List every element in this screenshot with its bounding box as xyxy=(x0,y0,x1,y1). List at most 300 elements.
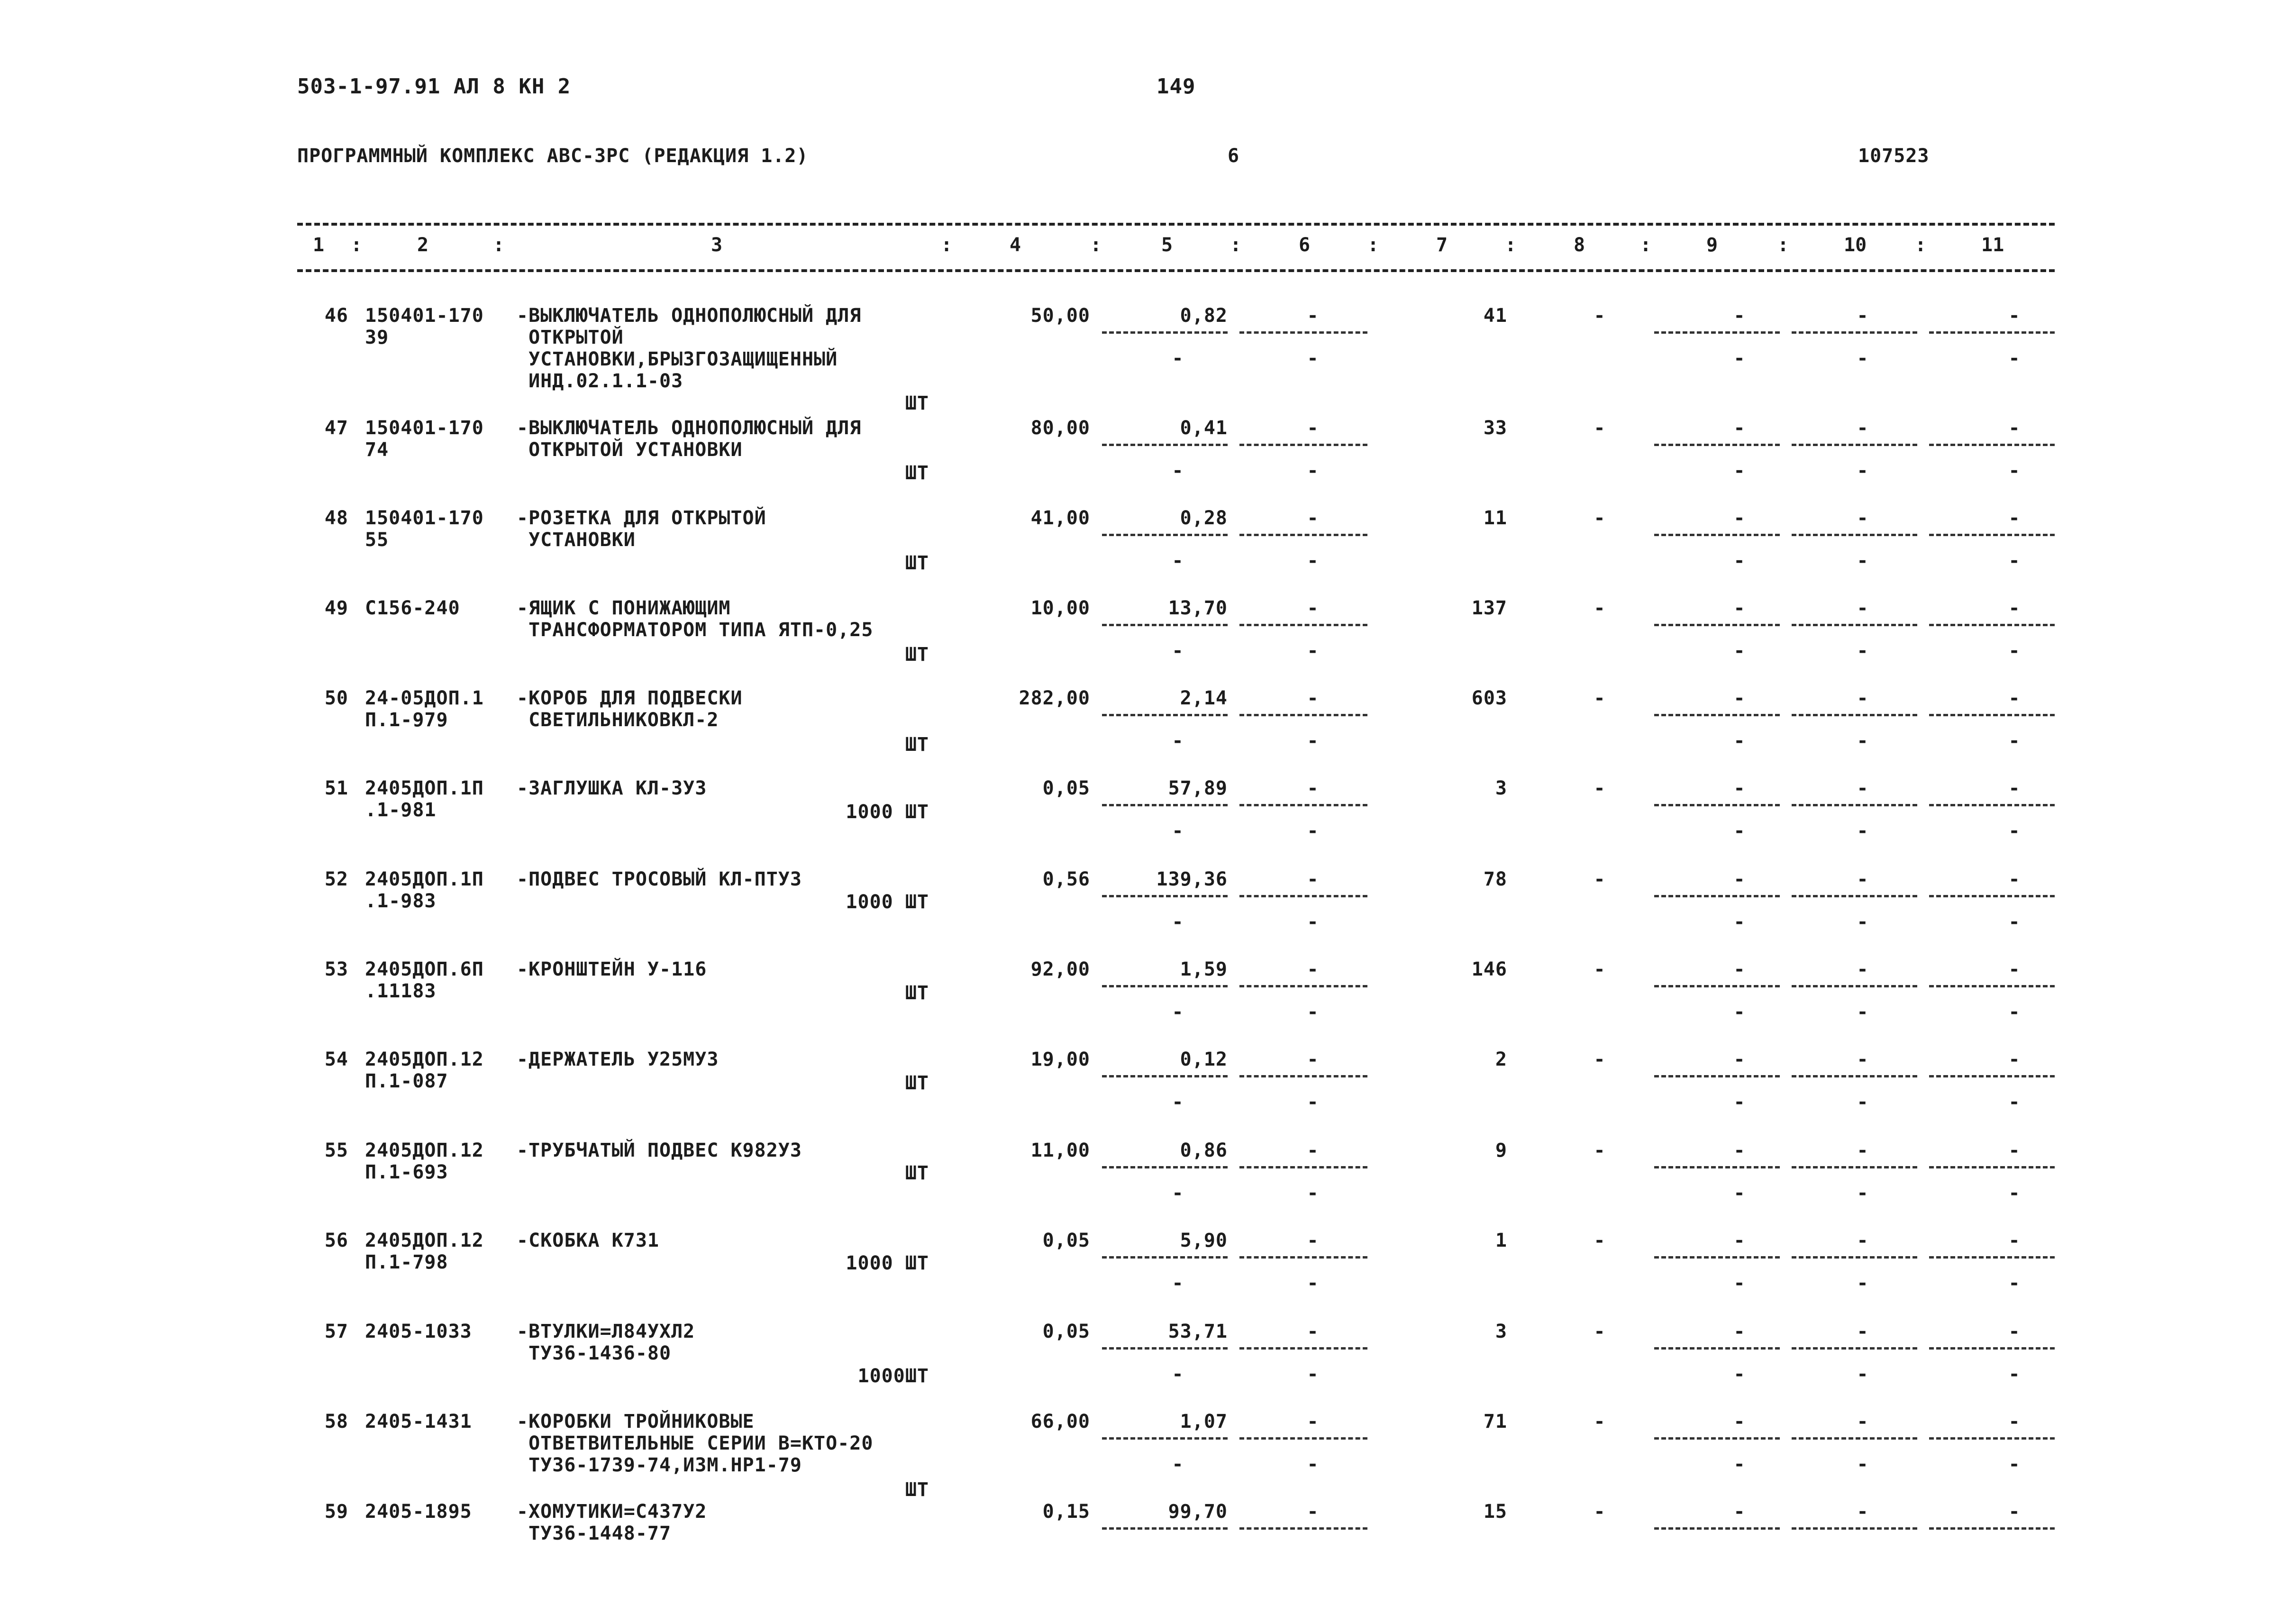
row-col10-lower-dash: - xyxy=(1857,1272,1869,1294)
row-col8-dash: - xyxy=(1594,1230,1606,1251)
row-col9-lower-dash: - xyxy=(1733,1363,1746,1385)
row-col6-dash: - xyxy=(1307,507,1319,529)
row-col11-lower-dash: - xyxy=(2008,911,2021,933)
column-separator: : xyxy=(1367,234,1379,256)
row-col11-dash: - xyxy=(2008,1321,2021,1342)
row-col9-dash: - xyxy=(1733,1140,1746,1161)
row-quantity: 10,00 xyxy=(1030,597,1090,619)
row-col5-lower-dash: - xyxy=(1172,1272,1184,1294)
row-quantity: 66,00 xyxy=(1030,1411,1090,1432)
cell-divider-line xyxy=(1792,985,1917,987)
row-total: 137 xyxy=(1471,597,1507,619)
row-code: 2405ДОП.1П xyxy=(365,777,484,799)
cell-divider-line xyxy=(1792,1075,1917,1077)
row-quantity: 80,00 xyxy=(1030,417,1090,439)
cell-divider-line xyxy=(1239,714,1367,716)
row-col9-dash: - xyxy=(1733,1321,1746,1342)
row-description: -ВТУЛКИ=Л84УХЛ2 ТУ36-1436-80 xyxy=(517,1321,695,1364)
row-unit-price: 139,36 xyxy=(1156,868,1228,890)
row-col10-lower-dash: - xyxy=(1857,1363,1869,1385)
column-header-5: 5 xyxy=(1161,234,1173,256)
row-total: 11 xyxy=(1483,507,1507,529)
cell-divider-line xyxy=(1239,1347,1367,1350)
column-header-7: 7 xyxy=(1436,234,1448,256)
row-quantity: 0,05 xyxy=(1042,777,1090,799)
row-col5-lower-dash: - xyxy=(1172,1091,1184,1113)
row-col8-dash: - xyxy=(1594,507,1606,529)
row-col6-lower-dash: - xyxy=(1307,1272,1319,1294)
row-unit: ШТ xyxy=(905,1479,929,1501)
row-col9-dash: - xyxy=(1733,958,1746,980)
cell-divider-line xyxy=(1654,1437,1780,1440)
row-col6-dash: - xyxy=(1307,1321,1319,1342)
row-unit-price: 0,28 xyxy=(1180,507,1228,529)
row-unit: ШТ xyxy=(905,392,929,414)
row-col9-lower-dash: - xyxy=(1733,1001,1746,1023)
row-total: 3 xyxy=(1495,777,1507,799)
row-code-continuation: П.1-087 xyxy=(365,1070,448,1092)
column-header-11: 11 xyxy=(1981,234,2004,256)
row-code: 150401-170 xyxy=(365,507,484,529)
cell-divider-line xyxy=(1792,444,1917,446)
row-col6-dash: - xyxy=(1307,777,1319,799)
cell-divider-line xyxy=(1654,1347,1780,1350)
row-description: -КОРОБ ДЛЯ ПОДВЕСКИ СВЕТИЛЬНИКОВКЛ-2 xyxy=(517,687,743,731)
row-col6-lower-dash: - xyxy=(1307,1001,1319,1023)
row-number: 54 xyxy=(324,1049,348,1070)
row-col6-lower-dash: - xyxy=(1307,1453,1319,1475)
row-unit: 1000ШТ xyxy=(857,1365,929,1387)
row-col6-dash: - xyxy=(1307,1501,1319,1523)
row-code: 24-05ДОП.1 xyxy=(365,687,484,709)
row-unit-price: 1,59 xyxy=(1180,958,1228,980)
row-col9-lower-dash: - xyxy=(1733,820,1746,842)
row-col5-lower-dash: - xyxy=(1172,640,1184,662)
cell-divider-line xyxy=(1102,1527,1228,1530)
table-header-rule xyxy=(297,269,2055,272)
row-unit: ШТ xyxy=(905,1162,929,1184)
cell-divider-line xyxy=(1654,1166,1780,1168)
cell-divider-line xyxy=(1792,1347,1917,1350)
row-col10-lower-dash: - xyxy=(1857,1091,1869,1113)
row-col10-lower-dash: - xyxy=(1857,640,1869,662)
row-col9-dash: - xyxy=(1733,1501,1746,1523)
row-col9-lower-dash: - xyxy=(1733,640,1746,662)
cell-divider-line xyxy=(1929,1166,2055,1168)
row-col6-lower-dash: - xyxy=(1307,730,1319,752)
row-code-continuation: 39 xyxy=(365,327,389,348)
row-col9-lower-dash: - xyxy=(1733,1272,1746,1294)
row-col10-lower-dash: - xyxy=(1857,550,1869,572)
row-col11-dash: - xyxy=(2008,958,2021,980)
row-code-continuation: .1-981 xyxy=(365,799,437,821)
cell-divider-line xyxy=(1929,624,2055,626)
row-code-continuation: П.1-798 xyxy=(365,1251,448,1273)
row-col11-lower-dash: - xyxy=(2008,347,2021,369)
row-number: 47 xyxy=(324,417,348,439)
row-number: 50 xyxy=(324,687,348,709)
row-description: -ЗАГЛУШКА КЛ-3У3 xyxy=(517,777,707,799)
column-separator: : xyxy=(351,234,363,256)
cell-divider-line xyxy=(1792,1527,1917,1530)
row-col8-dash: - xyxy=(1594,1049,1606,1070)
cell-divider-line xyxy=(1654,624,1780,626)
row-col10-dash: - xyxy=(1857,958,1869,980)
row-col6-dash: - xyxy=(1307,958,1319,980)
cell-divider-line xyxy=(1654,985,1780,987)
row-col6-dash: - xyxy=(1307,1411,1319,1432)
cell-divider-line xyxy=(1239,1166,1367,1168)
column-header-4: 4 xyxy=(1010,234,1021,256)
row-unit-price: 0,82 xyxy=(1180,305,1228,327)
cell-divider-line xyxy=(1654,804,1780,806)
row-col11-lower-dash: - xyxy=(2008,1001,2021,1023)
cell-divider-line xyxy=(1792,331,1917,334)
row-unit: ШТ xyxy=(905,982,929,1004)
row-unit: ШТ xyxy=(905,552,929,574)
row-unit-price: 1,07 xyxy=(1180,1411,1228,1432)
row-description: -ВЫКЛЮЧАТЕЛЬ ОДНОПОЛЮСНЫЙ ДЛЯ ОТКРЫТОЙ УСТАНОВКИ,БРЫЗГОЗАЩИЩЕННЫЙ ИНД.02.1.1-03 xyxy=(517,305,862,392)
cell-divider-line xyxy=(1654,1256,1780,1259)
row-col9-dash: - xyxy=(1733,1230,1746,1251)
row-unit-price: 5,90 xyxy=(1180,1230,1228,1251)
row-col9-dash: - xyxy=(1733,777,1746,799)
row-col9-lower-dash: - xyxy=(1733,911,1746,933)
row-col9-dash: - xyxy=(1733,687,1746,709)
row-col8-dash: - xyxy=(1594,1321,1606,1342)
cell-divider-line xyxy=(1654,714,1780,716)
row-col6-dash: - xyxy=(1307,597,1319,619)
row-col10-lower-dash: - xyxy=(1857,1182,1869,1204)
row-col5-lower-dash: - xyxy=(1172,1182,1184,1204)
row-unit: 1000 ШТ xyxy=(846,891,929,913)
row-unit: ШТ xyxy=(905,462,929,484)
column-separator: : xyxy=(941,234,953,256)
row-unit-price: 13,70 xyxy=(1168,597,1228,619)
document-code: 503-1-97.91 АЛ 8 КН 2 xyxy=(297,74,571,99)
row-col9-dash: - xyxy=(1733,1049,1746,1070)
column-header-6: 6 xyxy=(1299,234,1311,256)
cell-divider-line xyxy=(1929,1527,2055,1530)
row-code: 150401-170 xyxy=(365,305,484,327)
row-col10-lower-dash: - xyxy=(1857,347,1869,369)
cell-divider-line xyxy=(1102,1437,1228,1440)
row-col11-dash: - xyxy=(2008,1501,2021,1523)
cell-divider-line xyxy=(1792,714,1917,716)
row-code-continuation: 55 xyxy=(365,529,389,551)
cell-divider-line xyxy=(1792,624,1917,626)
row-col6-dash: - xyxy=(1307,687,1319,709)
row-unit: 1000 ШТ xyxy=(846,1252,929,1274)
row-col10-lower-dash: - xyxy=(1857,730,1869,752)
row-col9-lower-dash: - xyxy=(1733,1091,1746,1113)
row-quantity: 282,00 xyxy=(1019,687,1090,709)
row-col6-dash: - xyxy=(1307,1140,1319,1161)
row-col11-lower-dash: - xyxy=(2008,730,2021,752)
row-col10-dash: - xyxy=(1857,305,1869,327)
cell-divider-line xyxy=(1239,985,1367,987)
row-unit: 1000 ШТ xyxy=(846,801,929,823)
row-col6-dash: - xyxy=(1307,417,1319,439)
row-code-continuation: .1-983 xyxy=(365,890,437,912)
row-col8-dash: - xyxy=(1594,417,1606,439)
cell-divider-line xyxy=(1929,895,2055,897)
row-col5-lower-dash: - xyxy=(1172,1001,1184,1023)
cell-divider-line xyxy=(1792,1256,1917,1259)
cell-divider-line xyxy=(1239,1437,1367,1440)
row-number: 57 xyxy=(324,1321,348,1342)
row-col11-dash: - xyxy=(2008,305,2021,327)
row-col11-lower-dash: - xyxy=(2008,1453,2021,1475)
row-col10-dash: - xyxy=(1857,1321,1869,1342)
row-code: 150401-170 xyxy=(365,417,484,439)
row-col6-dash: - xyxy=(1307,1230,1319,1251)
table-top-rule xyxy=(297,223,2055,226)
row-quantity: 0,05 xyxy=(1042,1230,1090,1251)
row-unit-price: 0,12 xyxy=(1180,1049,1228,1070)
row-col11-lower-dash: - xyxy=(2008,1363,2021,1385)
cell-divider-line xyxy=(1239,895,1367,897)
row-description: -СКОБКА К731 xyxy=(517,1230,659,1251)
row-code-continuation: П.1-979 xyxy=(365,709,448,731)
row-total: 1 xyxy=(1495,1230,1507,1251)
row-code: 2405-1895 xyxy=(365,1501,472,1523)
row-code-continuation: .11183 xyxy=(365,980,437,1002)
row-col6-lower-dash: - xyxy=(1307,911,1319,933)
cell-divider-line xyxy=(1654,1527,1780,1530)
row-quantity: 19,00 xyxy=(1030,1049,1090,1070)
row-number: 56 xyxy=(324,1230,348,1251)
cell-divider-line xyxy=(1792,1437,1917,1440)
cell-divider-line xyxy=(1654,444,1780,446)
row-col5-lower-dash: - xyxy=(1172,347,1184,369)
row-total: 33 xyxy=(1483,417,1507,439)
column-separator: : xyxy=(493,234,505,256)
row-unit-price: 2,14 xyxy=(1180,687,1228,709)
row-col6-lower-dash: - xyxy=(1307,640,1319,662)
section-number: 6 xyxy=(1228,145,1240,167)
row-total: 2 xyxy=(1495,1049,1507,1070)
row-unit: ШТ xyxy=(905,1072,929,1094)
row-col9-dash: - xyxy=(1733,597,1746,619)
row-col5-lower-dash: - xyxy=(1172,820,1184,842)
row-unit: ШТ xyxy=(905,734,929,756)
row-col11-lower-dash: - xyxy=(2008,640,2021,662)
row-quantity: 41,00 xyxy=(1030,507,1090,529)
row-total: 603 xyxy=(1471,687,1507,709)
row-unit-price: 0,86 xyxy=(1180,1140,1228,1161)
column-header-9: 9 xyxy=(1706,234,1718,256)
row-col10-lower-dash: - xyxy=(1857,460,1869,482)
row-col9-dash: - xyxy=(1733,1411,1746,1432)
row-description: -КРОНШТЕЙН У-116 xyxy=(517,958,707,980)
cell-divider-line xyxy=(1654,895,1780,897)
row-description: -ХОМУТИКИ=С437У2 ТУ36-1448-77 xyxy=(517,1501,707,1544)
row-col10-dash: - xyxy=(1857,1049,1869,1070)
row-number: 58 xyxy=(324,1411,348,1432)
cell-divider-line xyxy=(1929,331,2055,334)
row-col11-lower-dash: - xyxy=(2008,820,2021,842)
cell-divider-line xyxy=(1654,1075,1780,1077)
row-number: 51 xyxy=(324,777,348,799)
cell-divider-line xyxy=(1102,1166,1228,1168)
row-col9-lower-dash: - xyxy=(1733,1453,1746,1475)
cell-divider-line xyxy=(1102,1347,1228,1350)
row-col6-lower-dash: - xyxy=(1307,550,1319,572)
row-col8-dash: - xyxy=(1594,958,1606,980)
row-col6-lower-dash: - xyxy=(1307,1363,1319,1385)
row-description: -ТРУБЧАТЫЙ ПОДВЕС К982У3 xyxy=(517,1140,802,1161)
row-col10-dash: - xyxy=(1857,597,1869,619)
row-col9-lower-dash: - xyxy=(1733,550,1746,572)
row-code: 2405-1033 xyxy=(365,1321,472,1342)
row-unit-price: 57,89 xyxy=(1168,777,1228,799)
row-code: 2405ДОП.1П xyxy=(365,868,484,890)
row-total: 9 xyxy=(1495,1140,1507,1161)
column-header-3: 3 xyxy=(711,234,723,256)
row-col9-dash: - xyxy=(1733,507,1746,529)
row-quantity: 0,15 xyxy=(1042,1501,1090,1523)
cell-divider-line xyxy=(1239,1075,1367,1077)
row-col5-lower-dash: - xyxy=(1172,1363,1184,1385)
row-col10-dash: - xyxy=(1857,1411,1869,1432)
row-col10-dash: - xyxy=(1857,868,1869,890)
column-separator: : xyxy=(1090,234,1102,256)
row-col9-lower-dash: - xyxy=(1733,730,1746,752)
row-description: -ДЕРЖАТЕЛЬ У25МУ3 xyxy=(517,1049,719,1070)
cell-divider-line xyxy=(1929,1347,2055,1350)
column-separator: : xyxy=(1505,234,1517,256)
row-col10-dash: - xyxy=(1857,1140,1869,1161)
row-col11-dash: - xyxy=(2008,687,2021,709)
row-col8-dash: - xyxy=(1594,777,1606,799)
cell-divider-line xyxy=(1239,804,1367,806)
row-unit-price: 99,70 xyxy=(1168,1501,1228,1523)
row-col8-dash: - xyxy=(1594,1140,1606,1161)
cell-divider-line xyxy=(1929,985,2055,987)
program-title: ПРОГРАММНЫЙ КОМПЛЕКС АВС-3РС (РЕДАКЦИЯ 1.2) xyxy=(297,145,809,167)
column-separator: : xyxy=(1777,234,1789,256)
row-col6-lower-dash: - xyxy=(1307,820,1319,842)
row-col10-lower-dash: - xyxy=(1857,820,1869,842)
row-description: -РОЗЕТКА ДЛЯ ОТКРЫТОЙ УСТАНОВКИ xyxy=(517,507,766,551)
row-col9-dash: - xyxy=(1733,305,1746,327)
row-quantity: 0,56 xyxy=(1042,868,1090,890)
row-unit: ШТ xyxy=(905,644,929,666)
cell-divider-line xyxy=(1239,1256,1367,1259)
row-total: 146 xyxy=(1471,958,1507,980)
column-separator: : xyxy=(1230,234,1242,256)
row-quantity: 0,05 xyxy=(1042,1321,1090,1342)
cell-divider-line xyxy=(1929,804,2055,806)
document-number: 107523 xyxy=(1858,145,1930,167)
row-col6-lower-dash: - xyxy=(1307,1182,1319,1204)
row-col9-lower-dash: - xyxy=(1733,460,1746,482)
row-col6-lower-dash: - xyxy=(1307,460,1319,482)
cell-divider-line xyxy=(1929,1075,2055,1077)
row-col5-lower-dash: - xyxy=(1172,1453,1184,1475)
row-col5-lower-dash: - xyxy=(1172,730,1184,752)
row-col8-dash: - xyxy=(1594,305,1606,327)
row-col8-dash: - xyxy=(1594,597,1606,619)
cell-divider-line xyxy=(1102,1256,1228,1259)
cell-divider-line xyxy=(1929,714,2055,716)
cell-divider-line xyxy=(1239,331,1367,334)
row-col6-dash: - xyxy=(1307,305,1319,327)
row-code: 2405ДОП.12 xyxy=(365,1230,484,1251)
row-col10-dash: - xyxy=(1857,777,1869,799)
column-separator: : xyxy=(1640,234,1652,256)
cell-divider-line xyxy=(1102,985,1228,987)
row-col11-lower-dash: - xyxy=(2008,1272,2021,1294)
row-quantity: 50,00 xyxy=(1030,305,1090,327)
row-col10-dash: - xyxy=(1857,687,1869,709)
row-code: 2405ДОП.6П xyxy=(365,958,484,980)
row-col11-dash: - xyxy=(2008,868,2021,890)
row-col11-lower-dash: - xyxy=(2008,460,2021,482)
row-col10-lower-dash: - xyxy=(1857,911,1869,933)
row-col11-dash: - xyxy=(2008,1140,2021,1161)
row-description: -ПОДВЕС ТРОСОВЫЙ КЛ-ПТУ3 xyxy=(517,868,802,890)
row-col10-dash: - xyxy=(1857,507,1869,529)
cell-divider-line xyxy=(1102,444,1228,446)
row-number: 49 xyxy=(324,597,348,619)
cell-divider-line xyxy=(1102,624,1228,626)
row-description: -ВЫКЛЮЧАТЕЛЬ ОДНОПОЛЮСНЫЙ ДЛЯ ОТКРЫТОЙ УСТАНОВКИ xyxy=(517,417,862,461)
cell-divider-line xyxy=(1929,1437,2055,1440)
page-number: 149 xyxy=(1157,74,1196,99)
row-col9-dash: - xyxy=(1733,868,1746,890)
row-description: -ЯЩИК С ПОНИЖАЮЩИМ ТРАНСФОРМАТОРОМ ТИПА ЯТП-0,25 xyxy=(517,597,874,641)
row-col6-dash: - xyxy=(1307,868,1319,890)
row-col6-lower-dash: - xyxy=(1307,1091,1319,1113)
row-number: 53 xyxy=(324,958,348,980)
cell-divider-line xyxy=(1102,1075,1228,1077)
cell-divider-line xyxy=(1929,534,2055,536)
row-code: 2405-1431 xyxy=(365,1411,472,1432)
cell-divider-line xyxy=(1102,714,1228,716)
row-col6-lower-dash: - xyxy=(1307,347,1319,369)
row-total: 71 xyxy=(1483,1411,1507,1432)
cell-divider-line xyxy=(1929,444,2055,446)
cell-divider-line xyxy=(1792,1166,1917,1168)
row-number: 52 xyxy=(324,868,348,890)
cell-divider-line xyxy=(1239,534,1367,536)
row-unit-price: 53,71 xyxy=(1168,1321,1228,1342)
row-code: С156-240 xyxy=(365,597,460,619)
row-col5-lower-dash: - xyxy=(1172,460,1184,482)
row-quantity: 11,00 xyxy=(1030,1140,1090,1161)
row-col11-dash: - xyxy=(2008,597,2021,619)
row-number: 59 xyxy=(324,1501,348,1523)
row-total: 78 xyxy=(1483,868,1507,890)
row-col9-dash: - xyxy=(1733,417,1746,439)
row-col11-lower-dash: - xyxy=(2008,1182,2021,1204)
row-col11-lower-dash: - xyxy=(2008,1091,2021,1113)
row-total: 3 xyxy=(1495,1321,1507,1342)
row-col6-dash: - xyxy=(1307,1049,1319,1070)
row-col11-dash: - xyxy=(2008,1411,2021,1432)
row-col9-lower-dash: - xyxy=(1733,347,1746,369)
row-col9-lower-dash: - xyxy=(1733,1182,1746,1204)
cell-divider-line xyxy=(1102,534,1228,536)
row-number: 46 xyxy=(324,305,348,327)
cell-divider-line xyxy=(1239,1527,1367,1530)
row-col10-dash: - xyxy=(1857,417,1869,439)
column-header-10: 10 xyxy=(1844,234,1867,256)
row-code: 2405ДОП.12 xyxy=(365,1140,484,1161)
row-quantity: 92,00 xyxy=(1030,958,1090,980)
